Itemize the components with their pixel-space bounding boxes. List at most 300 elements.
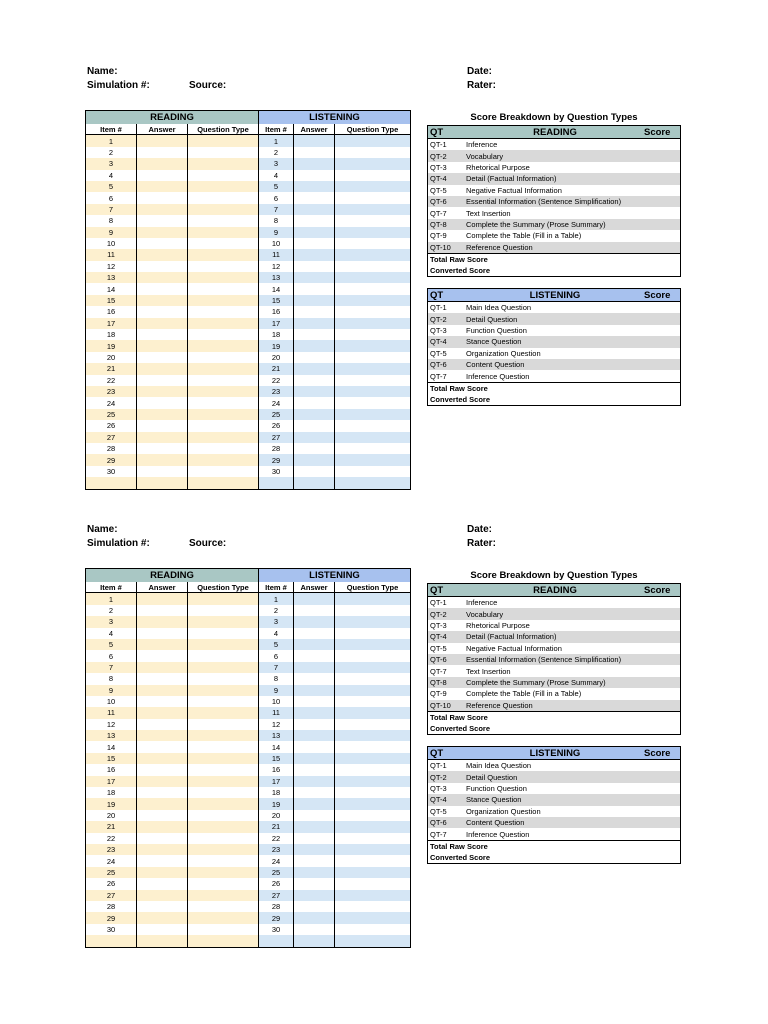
grid-row <box>86 764 410 775</box>
grid-row <box>86 227 410 238</box>
reading-answer-cell[interactable] <box>137 181 188 192</box>
listening-answer-cell[interactable] <box>294 204 335 215</box>
listening-answer-cell[interactable] <box>294 867 335 878</box>
reading-question-type-cell[interactable] <box>188 432 259 443</box>
listening-item-number: 19 <box>259 798 294 809</box>
reading-answer-cell[interactable] <box>137 420 188 431</box>
reading-answer-cell[interactable] <box>137 890 188 901</box>
reading-question-type-cell[interactable] <box>188 912 259 923</box>
breakdown-title: Score Breakdown by Question Types <box>470 570 638 581</box>
listening-item-number: 24 <box>259 397 294 408</box>
listening-question-type-cell[interactable] <box>335 340 410 351</box>
reading-question-type-cell[interactable] <box>188 707 259 718</box>
listening-answer-cell[interactable] <box>294 295 335 306</box>
reading-answer-cell[interactable] <box>137 650 188 661</box>
reading-item-number: 17 <box>86 318 137 329</box>
reading-answer-cell[interactable] <box>137 605 188 616</box>
grid-row <box>86 639 410 650</box>
col-header-answer: Answer <box>137 124 188 135</box>
breakdown-row <box>428 806 680 817</box>
listening-item-number: 9 <box>259 227 294 238</box>
breakdown-row <box>428 654 680 665</box>
listening-answer-cell[interactable] <box>294 810 335 821</box>
listening-question-type-cell[interactable] <box>335 628 410 639</box>
listening-question-type-cell[interactable] <box>335 787 410 798</box>
listening-section-title: LISTENING <box>259 111 410 124</box>
reading-question-type-cell[interactable] <box>188 340 259 351</box>
grid-row <box>86 821 410 832</box>
listening-question-type-cell[interactable] <box>335 238 410 249</box>
listening-question-type-cell[interactable] <box>335 912 410 923</box>
reading-question-type-cell[interactable] <box>188 696 259 707</box>
reading-answer-cell[interactable] <box>137 443 188 454</box>
listening-item-number: 28 <box>259 443 294 454</box>
listening-answer-cell[interactable] <box>294 283 335 294</box>
listening-question-type-cell[interactable] <box>335 685 410 696</box>
question-type-code: QT-5 <box>430 185 447 195</box>
reading-question-type-cell[interactable] <box>188 616 259 627</box>
listening-question-type-cell[interactable] <box>335 662 410 673</box>
reading-item-number: 24 <box>86 855 137 866</box>
listening-answer-cell[interactable] <box>294 261 335 272</box>
reading-item-number: 12 <box>86 719 137 730</box>
listening-question-type-cell[interactable] <box>335 397 410 408</box>
reading-answer-cell[interactable] <box>137 639 188 650</box>
listening-answer-cell[interactable] <box>294 249 335 260</box>
listening-answer-cell[interactable] <box>294 227 335 238</box>
listening-answer-cell[interactable] <box>294 181 335 192</box>
listening-question-type-cell[interactable] <box>335 844 410 855</box>
reading-question-type-cell[interactable] <box>188 135 259 146</box>
reading-question-type-cell[interactable] <box>188 420 259 431</box>
listening-answer-cell[interactable] <box>294 192 335 203</box>
listening-question-type-cell[interactable] <box>335 753 410 764</box>
listening-item-number: 12 <box>259 261 294 272</box>
reading-question-type-cell[interactable] <box>188 833 259 844</box>
listening-answer-cell[interactable] <box>294 798 335 809</box>
listening-item-number: 27 <box>259 890 294 901</box>
reading-answer-cell[interactable] <box>137 924 188 935</box>
reading-question-type-cell[interactable] <box>188 798 259 809</box>
listening-question-type-cell[interactable] <box>335 204 410 215</box>
listening-answer-cell[interactable] <box>294 730 335 741</box>
listening-answer-cell[interactable] <box>294 741 335 752</box>
reading-question-type-cell[interactable] <box>188 375 259 386</box>
reading-question-type-cell[interactable] <box>188 650 259 661</box>
reading-question-type-cell[interactable] <box>188 685 259 696</box>
reading-question-type-cell[interactable] <box>188 605 259 616</box>
reading-answer-cell[interactable] <box>137 798 188 809</box>
listening-item-number: 7 <box>259 662 294 673</box>
score-sheet <box>0 458 768 934</box>
reading-answer-cell[interactable] <box>137 844 188 855</box>
reading-answer-cell[interactable] <box>137 135 188 146</box>
reading-answer-cell[interactable] <box>137 787 188 798</box>
reading-question-type-cell[interactable] <box>188 628 259 639</box>
listening-question-type-cell[interactable] <box>335 673 410 684</box>
listening-question-type-cell[interactable] <box>335 696 410 707</box>
reading-answer-cell[interactable] <box>137 283 188 294</box>
reading-question-type-cell[interactable] <box>188 249 259 260</box>
listening-question-type-cell[interactable] <box>335 432 410 443</box>
listening-answer-cell[interactable] <box>294 397 335 408</box>
listening-item-number: 24 <box>259 855 294 866</box>
reading-question-type-cell[interactable] <box>188 272 259 283</box>
reading-answer-cell[interactable] <box>137 662 188 673</box>
listening-answer-cell[interactable] <box>294 753 335 764</box>
listening-question-type-cell[interactable] <box>335 890 410 901</box>
listening-answer-cell[interactable] <box>294 901 335 912</box>
listening-item-number: 30 <box>259 924 294 935</box>
reading-question-type-cell[interactable] <box>188 215 259 226</box>
listening-question-type-cell[interactable] <box>335 605 410 616</box>
reading-answer-cell[interactable] <box>137 318 188 329</box>
name-label: Name: <box>87 66 118 77</box>
reading-answer-cell[interactable] <box>137 329 188 340</box>
listening-answer-cell[interactable] <box>294 650 335 661</box>
reading-question-type-cell[interactable] <box>188 867 259 878</box>
listening-question-type-cell[interactable] <box>335 443 410 454</box>
grid-row <box>86 662 410 673</box>
listening-question-type-cell[interactable] <box>335 776 410 787</box>
breakdown-row <box>428 828 680 839</box>
reading-answer-cell[interactable] <box>137 616 188 627</box>
listening-answer-cell[interactable] <box>294 409 335 420</box>
listening-question-type-cell[interactable] <box>335 249 410 260</box>
reading-question-type-cell[interactable] <box>188 855 259 866</box>
reading-answer-cell[interactable] <box>137 272 188 283</box>
listening-question-type-cell[interactable] <box>335 158 410 169</box>
listening-question-type-cell[interactable] <box>335 386 410 397</box>
reading-answer-cell[interactable] <box>137 833 188 844</box>
reading-answer-cell[interactable] <box>137 696 188 707</box>
listening-answer-cell[interactable] <box>294 147 335 158</box>
listening-answer-cell[interactable] <box>294 833 335 844</box>
listening-answer-cell[interactable] <box>294 443 335 454</box>
reading-answer-cell[interactable] <box>137 375 188 386</box>
reading-answer-cell[interactable] <box>137 227 188 238</box>
listening-question-type-cell[interactable] <box>335 192 410 203</box>
listening-answer-cell[interactable] <box>294 215 335 226</box>
listening-question-type-cell[interactable] <box>335 170 410 181</box>
reading-question-type-cell[interactable] <box>188 192 259 203</box>
listening-question-type-cell[interactable] <box>335 639 410 650</box>
reading-answer-cell[interactable] <box>137 432 188 443</box>
reading-answer-cell[interactable] <box>137 261 188 272</box>
reading-answer-cell[interactable] <box>137 810 188 821</box>
reading-item-number: 5 <box>86 181 137 192</box>
reading-question-type-cell[interactable] <box>188 593 259 604</box>
grid-cell <box>259 935 294 946</box>
listening-question-type-cell[interactable] <box>335 901 410 912</box>
reading-question-type-cell[interactable] <box>188 170 259 181</box>
listening-answer-cell[interactable] <box>294 135 335 146</box>
listening-answer-cell[interactable] <box>294 158 335 169</box>
reading-question-type-cell[interactable] <box>188 443 259 454</box>
listening-question-type-cell[interactable] <box>335 420 410 431</box>
listening-answer-cell[interactable] <box>294 352 335 363</box>
reading-answer-cell[interactable] <box>137 409 188 420</box>
listening-question-type-cell[interactable] <box>335 867 410 878</box>
reading-item-number: 22 <box>86 833 137 844</box>
reading-question-type-cell[interactable] <box>188 730 259 741</box>
reading-answer-cell[interactable] <box>137 753 188 764</box>
reading-answer-cell[interactable] <box>137 764 188 775</box>
listening-answer-cell[interactable] <box>294 776 335 787</box>
listening-answer-cell[interactable] <box>294 787 335 798</box>
grid-row <box>86 386 410 397</box>
reading-answer-cell[interactable] <box>137 821 188 832</box>
reading-question-type-cell[interactable] <box>188 352 259 363</box>
reading-question-type-cell[interactable] <box>188 787 259 798</box>
reading-question-type-cell[interactable] <box>188 844 259 855</box>
reading-question-type-cell[interactable] <box>188 329 259 340</box>
listening-answer-cell[interactable] <box>294 764 335 775</box>
reading-question-type-cell[interactable] <box>188 878 259 889</box>
grid-row <box>86 135 410 146</box>
reading-question-type-cell[interactable] <box>188 890 259 901</box>
listening-answer-cell[interactable] <box>294 639 335 650</box>
reading-question-type-cell[interactable] <box>188 639 259 650</box>
listening-answer-cell[interactable] <box>294 912 335 923</box>
reading-question-type-cell[interactable] <box>188 147 259 158</box>
listening-answer-cell[interactable] <box>294 821 335 832</box>
listening-answer-cell[interactable] <box>294 432 335 443</box>
reading-question-type-cell[interactable] <box>188 306 259 317</box>
question-type-name: Detail Question <box>466 772 518 782</box>
reading-answer-cell[interactable] <box>137 776 188 787</box>
reading-answer-cell[interactable] <box>137 855 188 866</box>
reading-answer-cell[interactable] <box>137 249 188 260</box>
reading-question-type-cell[interactable] <box>188 901 259 912</box>
reading-item-number: 11 <box>86 249 137 260</box>
reading-question-type-cell[interactable] <box>188 719 259 730</box>
question-type-code: QT-1 <box>430 761 447 771</box>
reading-question-type-cell[interactable] <box>188 662 259 673</box>
listening-answer-cell[interactable] <box>294 593 335 604</box>
grid-row <box>86 192 410 203</box>
listening-answer-cell[interactable] <box>294 605 335 616</box>
reading-answer-cell[interactable] <box>137 340 188 351</box>
reading-answer-cell[interactable] <box>137 386 188 397</box>
reading-question-type-cell[interactable] <box>188 776 259 787</box>
listening-item-number: 14 <box>259 283 294 294</box>
listening-item-number: 13 <box>259 730 294 741</box>
listening-answer-cell[interactable] <box>294 662 335 673</box>
listening-answer-cell[interactable] <box>294 386 335 397</box>
reading-answer-cell[interactable] <box>137 707 188 718</box>
reading-question-type-cell[interactable] <box>188 227 259 238</box>
reading-question-type-cell[interactable] <box>188 764 259 775</box>
reading-answer-cell[interactable] <box>137 730 188 741</box>
reading-item-number: 30 <box>86 466 137 477</box>
reading-question-type-cell[interactable] <box>188 821 259 832</box>
listening-question-type-cell[interactable] <box>335 764 410 775</box>
listening-question-type-cell[interactable] <box>335 821 410 832</box>
listening-answer-cell[interactable] <box>294 878 335 889</box>
reading-answer-cell[interactable] <box>137 901 188 912</box>
reading-answer-cell[interactable] <box>137 867 188 878</box>
reading-question-type-cell[interactable] <box>188 318 259 329</box>
reading-answer-cell[interactable] <box>137 158 188 169</box>
listening-question-type-cell[interactable] <box>335 616 410 627</box>
listening-answer-cell[interactable] <box>294 696 335 707</box>
listening-question-type-cell[interactable] <box>335 147 410 158</box>
reading-question-type-cell[interactable] <box>188 386 259 397</box>
listening-answer-cell[interactable] <box>294 844 335 855</box>
listening-answer-cell[interactable] <box>294 329 335 340</box>
col-header-item: Item # <box>259 582 294 593</box>
reading-question-type-cell[interactable] <box>188 810 259 821</box>
listening-question-type-cell[interactable] <box>335 215 410 226</box>
reading-question-type-cell[interactable] <box>188 363 259 374</box>
listening-answer-cell[interactable] <box>294 306 335 317</box>
listening-question-type-cell[interactable] <box>335 352 410 363</box>
listening-answer-cell[interactable] <box>294 616 335 627</box>
listening-answer-cell[interactable] <box>294 420 335 431</box>
grid-row <box>86 170 410 181</box>
reading-question-type-cell[interactable] <box>188 409 259 420</box>
listening-question-type-cell[interactable] <box>335 719 410 730</box>
listening-answer-cell[interactable] <box>294 707 335 718</box>
reading-question-type-cell[interactable] <box>188 673 259 684</box>
listening-question-type-cell[interactable] <box>335 272 410 283</box>
reading-answer-cell[interactable] <box>137 147 188 158</box>
reading-answer-cell[interactable] <box>137 215 188 226</box>
listening-question-type-cell[interactable] <box>335 741 410 752</box>
reading-item-number: 25 <box>86 867 137 878</box>
reading-answer-cell[interactable] <box>137 192 188 203</box>
reading-question-type-cell[interactable] <box>188 204 259 215</box>
reading-question-type-cell[interactable] <box>188 261 259 272</box>
question-type-code: QT-1 <box>430 303 447 313</box>
listening-question-type-cell[interactable] <box>335 295 410 306</box>
listening-question-type-cell[interactable] <box>335 135 410 146</box>
listening-answer-cell[interactable] <box>294 375 335 386</box>
listening-question-type-cell[interactable] <box>335 227 410 238</box>
reading-item-number: 26 <box>86 420 137 431</box>
reading-question-type-cell[interactable] <box>188 238 259 249</box>
listening-answer-cell[interactable] <box>294 924 335 935</box>
reading-answer-cell[interactable] <box>137 295 188 306</box>
listening-item-number: 7 <box>259 204 294 215</box>
question-type-name: Stance Question <box>466 337 522 347</box>
listening-item-number: 20 <box>259 810 294 821</box>
reading-answer-cell[interactable] <box>137 593 188 604</box>
reading-answer-cell[interactable] <box>137 685 188 696</box>
grid-row <box>86 673 410 684</box>
reading-answer-cell[interactable] <box>137 352 188 363</box>
reading-answer-cell[interactable] <box>137 397 188 408</box>
reading-question-type-cell[interactable] <box>188 158 259 169</box>
listening-question-type-cell[interactable] <box>335 855 410 866</box>
listening-question-type-cell[interactable] <box>335 810 410 821</box>
listening-answer-cell[interactable] <box>294 685 335 696</box>
reading-item-number: 23 <box>86 844 137 855</box>
breakdown-row <box>428 150 680 161</box>
reading-question-type-cell[interactable] <box>188 741 259 752</box>
question-type-code: QT-7 <box>430 371 447 381</box>
listening-question-type-cell[interactable] <box>335 798 410 809</box>
listening-answer-cell[interactable] <box>294 318 335 329</box>
reading-question-type-cell[interactable] <box>188 283 259 294</box>
listening-item-number: 30 <box>259 466 294 477</box>
listening-answer-cell[interactable] <box>294 272 335 283</box>
listening-question-type-cell[interactable] <box>335 730 410 741</box>
listening-item-number: 15 <box>259 753 294 764</box>
listening-item-number: 21 <box>259 363 294 374</box>
listening-answer-cell[interactable] <box>294 340 335 351</box>
listening-question-type-cell[interactable] <box>335 593 410 604</box>
listening-question-type-cell[interactable] <box>335 181 410 192</box>
listening-answer-cell[interactable] <box>294 673 335 684</box>
listening-question-type-cell[interactable] <box>335 283 410 294</box>
question-type-code: QT-6 <box>430 655 447 665</box>
reading-answer-cell[interactable] <box>137 719 188 730</box>
question-type-name: Complete the Summary (Prose Summary) <box>466 219 606 229</box>
listening-question-type-cell[interactable] <box>335 363 410 374</box>
listening-question-type-cell[interactable] <box>335 878 410 889</box>
grid-cell <box>137 935 188 946</box>
listening-question-type-cell[interactable] <box>335 318 410 329</box>
reading-answer-cell[interactable] <box>137 741 188 752</box>
reading-question-type-cell[interactable] <box>188 397 259 408</box>
listening-answer-cell[interactable] <box>294 238 335 249</box>
reading-answer-cell[interactable] <box>137 204 188 215</box>
listening-answer-cell[interactable] <box>294 890 335 901</box>
listening-question-type-cell[interactable] <box>335 409 410 420</box>
listening-question-type-cell[interactable] <box>335 833 410 844</box>
question-type-name: Complete the Table (Fill in a Table) <box>466 689 582 699</box>
reading-answer-cell[interactable] <box>137 170 188 181</box>
reading-answer-cell[interactable] <box>137 363 188 374</box>
reading-question-type-cell[interactable] <box>188 924 259 935</box>
breakdown-row <box>428 794 680 805</box>
listening-question-type-cell[interactable] <box>335 650 410 661</box>
reading-item-number: 15 <box>86 753 137 764</box>
reading-answer-cell[interactable] <box>137 673 188 684</box>
reading-question-type-cell[interactable] <box>188 295 259 306</box>
listening-question-type-cell[interactable] <box>335 261 410 272</box>
listening-answer-cell[interactable] <box>294 628 335 639</box>
question-type-code: QT-2 <box>430 151 447 161</box>
col-header-item: Item # <box>86 582 137 593</box>
listening-question-type-cell[interactable] <box>335 924 410 935</box>
listening-question-type-cell[interactable] <box>335 375 410 386</box>
reading-answer-cell[interactable] <box>137 306 188 317</box>
converted-score-label: Converted Score <box>430 852 491 862</box>
listening-answer-cell[interactable] <box>294 363 335 374</box>
reading-answer-cell[interactable] <box>137 878 188 889</box>
listening-answer-cell[interactable] <box>294 855 335 866</box>
reading-question-type-cell[interactable] <box>188 181 259 192</box>
reading-item-number: 19 <box>86 340 137 351</box>
grid-row <box>86 215 410 226</box>
reading-answer-cell[interactable] <box>137 912 188 923</box>
grid-row <box>86 685 410 696</box>
listening-item-number: 4 <box>259 628 294 639</box>
listening-question-type-cell[interactable] <box>335 707 410 718</box>
listening-item-number: 29 <box>259 454 294 465</box>
reading-question-type-cell[interactable] <box>188 753 259 764</box>
reading-answer-cell[interactable] <box>137 238 188 249</box>
reading-answer-cell[interactable] <box>137 628 188 639</box>
listening-question-type-cell[interactable] <box>335 329 410 340</box>
listening-answer-cell[interactable] <box>294 170 335 181</box>
listening-answer-cell[interactable] <box>294 719 335 730</box>
listening-item-number: 1 <box>259 135 294 146</box>
listening-question-type-cell[interactable] <box>335 306 410 317</box>
